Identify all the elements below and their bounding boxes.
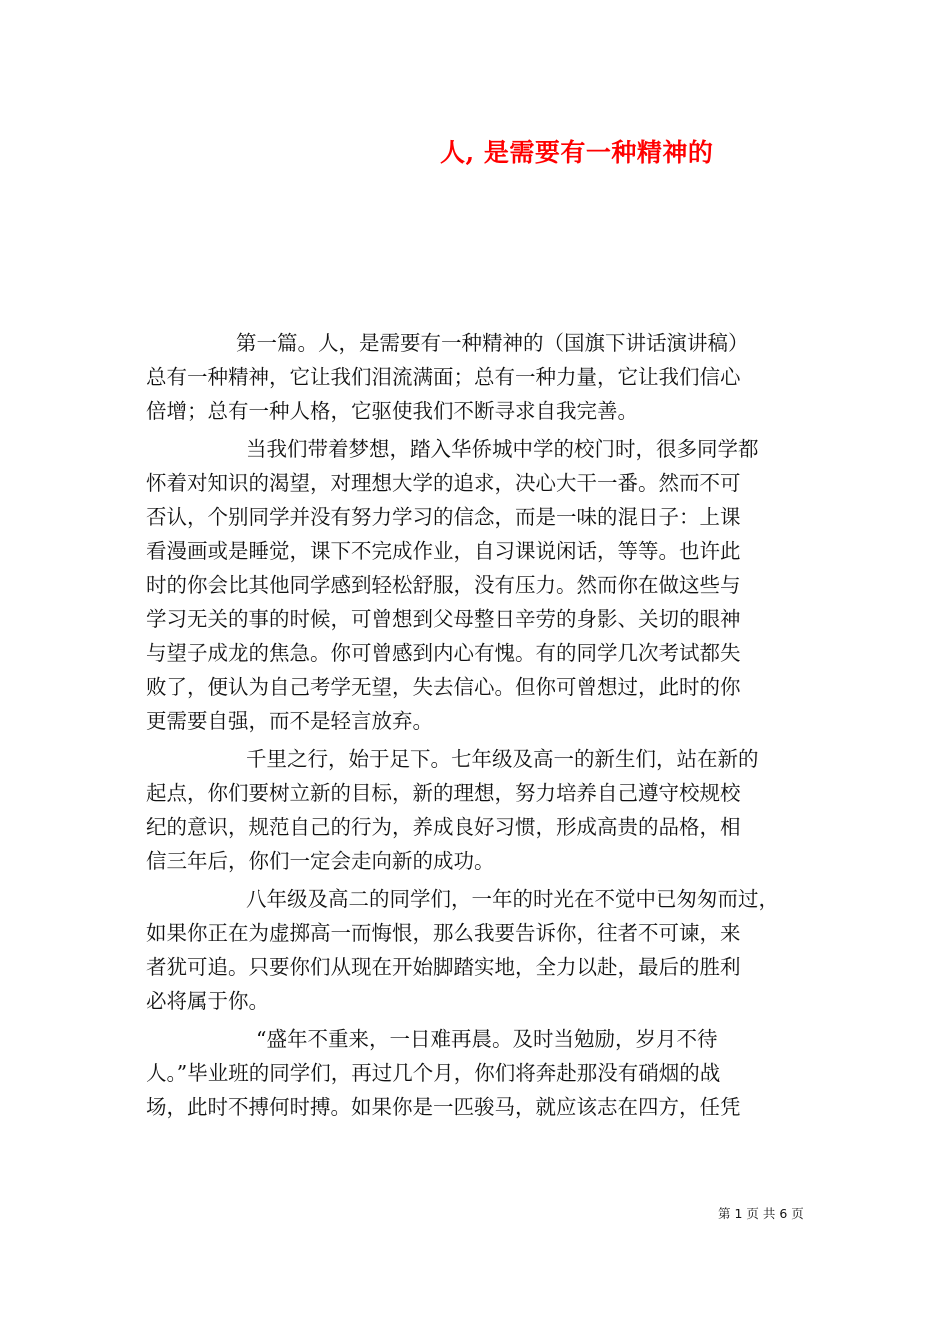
text-line: 必将属于你。 xyxy=(146,989,269,1013)
text-line: 场，此时不搏何时搏。如果你是一匹骏马，就应该志在四方，任凭 xyxy=(146,1095,741,1119)
page-number: 第 1 页 共 6 页 xyxy=(718,1206,804,1221)
text-line: 看漫画或是睡觉，课下不完成作业，自习课说闲话，等等。也许此 xyxy=(146,539,741,563)
paragraph-5 xyxy=(146,1022,810,1124)
paragraph-3 xyxy=(146,742,810,878)
text-line: 第一篇。人，是需要有一种精神的（国旗下讲话演讲稿） xyxy=(236,331,749,355)
text-line: 否认，个别同学并没有努力学习的信念，而是一味的混日子：上课 xyxy=(146,505,741,529)
text-line: 纪的意识，规范自己的行为，养成良好习惯，形成高贵的品格，相 xyxy=(146,815,741,839)
text-line: 与望子成龙的焦急。你可曾感到内心有愧。有的同学几次考试都失 xyxy=(146,641,741,665)
paragraph-2 xyxy=(146,432,810,738)
text-line: 倍增；总有一种人格，它驱使我们不断寻求自我完善。 xyxy=(146,399,638,423)
text-line: “盛年不重来，一日难再晨。及时当勉励，岁月不待 xyxy=(256,1027,718,1051)
text-line: 者犹可追。只要你们从现在开始脚踏实地，全力以赴，最后的胜利 xyxy=(146,955,741,979)
text-line: 八年级及高二的同学们，一年的时光在不觉中已匆匆而过， xyxy=(246,887,779,911)
paragraph-1 xyxy=(146,326,810,428)
text-line: 当我们带着梦想，踏入华侨城中学的校门时，很多同学都 xyxy=(246,437,759,461)
text-line: 怀着对知识的渴望，对理想大学的追求，决心大干一番。然而不可 xyxy=(146,471,741,495)
document-body xyxy=(146,326,810,1124)
text-line: 更需要自强，而不是轻言放弃。 xyxy=(146,709,433,733)
text-line: 人。”毕业班的同学们，再过几个月，你们将奔赴那没有硝烟的战 xyxy=(146,1061,721,1085)
text-line: 学习无关的事的时候，可曾想到父母整日辛劳的身影、关切的眼神 xyxy=(146,607,741,631)
text-line: 千里之行，始于足下。七年级及高一的新生们，站在新的 xyxy=(246,747,759,771)
text-line: 时的你会比其他同学感到轻松舒服，没有压力。然而你在做这些与 xyxy=(146,573,741,597)
document-title: 人, 是需要有一种精神的 xyxy=(440,138,714,167)
text-line: 总有一种精神，它让我们泪流满面；总有一种力量，它让我们信心 xyxy=(146,365,741,389)
text-line: 如果你正在为虚掷高一而悔恨，那么我要告诉你，往者不可谏，来 xyxy=(146,921,741,945)
text-line: 败了，便认为自己考学无望，失去信心。但你可曾想过，此时的你 xyxy=(146,675,741,699)
paragraph-4 xyxy=(146,882,810,1018)
text-line: 起点，你们要树立新的目标，新的理想，努力培养自己遵守校规校 xyxy=(146,781,741,805)
text-line: 信三年后，你们一定会走向新的成功。 xyxy=(146,849,495,873)
